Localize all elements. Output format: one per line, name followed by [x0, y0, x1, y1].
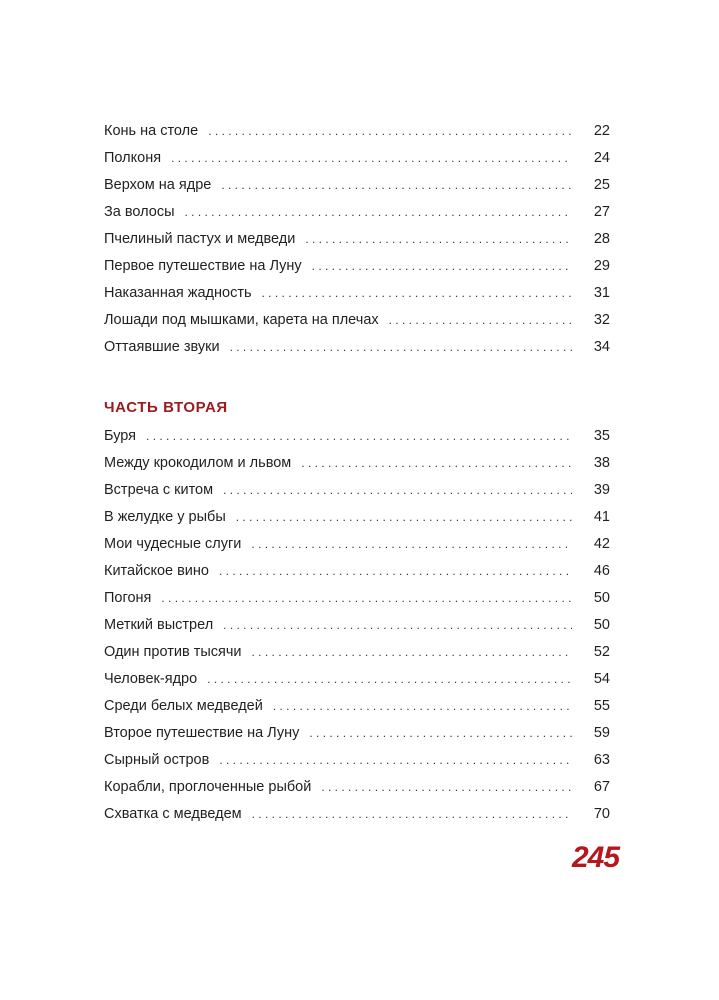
toc-entry [104, 280, 610, 307]
page-number: 245 [572, 841, 620, 874]
dot-leader [223, 477, 572, 504]
toc-part-one [104, 118, 610, 361]
dot-leader [208, 118, 572, 145]
toc-entry-page: 34 [593, 339, 610, 355]
toc-entry-title: Среди белых медведей [104, 698, 263, 714]
dot-leader [236, 504, 572, 531]
toc-entry-page: 29 [593, 258, 610, 274]
toc-entry [104, 747, 610, 774]
dot-leader [273, 693, 572, 720]
toc-entry-page: 67 [593, 779, 610, 795]
toc-entry [104, 666, 610, 693]
toc-entry-page: 63 [593, 752, 610, 768]
toc-entry-page: 50 [593, 590, 610, 606]
toc-entry-page: 27 [593, 204, 610, 220]
toc-entry [104, 423, 610, 450]
toc-entry-title: Один против тысячи [104, 644, 242, 660]
toc-entry [104, 531, 610, 558]
toc-entry-title: Пчелиный пастух и медведи [104, 231, 296, 247]
toc-entry-page: 25 [593, 177, 610, 193]
toc-entry-page: 50 [593, 617, 610, 633]
toc-entry-page: 42 [593, 536, 610, 552]
toc-entry-page: 22 [593, 123, 610, 139]
toc-part-two [104, 423, 610, 828]
toc-entry-title: Конь на столе [104, 123, 199, 139]
toc-entry [104, 477, 610, 504]
toc-entry-page: 41 [593, 509, 610, 525]
toc-entry [104, 693, 610, 720]
dot-leader [252, 801, 572, 828]
toc-entry-page: 39 [593, 482, 610, 498]
toc-entry-page: 24 [593, 150, 610, 166]
toc-entry-title: Буря [104, 428, 137, 444]
dot-leader [301, 450, 572, 477]
toc-entry [104, 720, 610, 747]
toc-entry-title: Китайское вино [104, 563, 209, 579]
toc-entry-title: Второе путешествие на Луну [104, 725, 300, 741]
dot-leader [146, 423, 572, 450]
toc-entry [104, 145, 610, 172]
toc-entry-title: За волосы [104, 204, 175, 220]
toc-entry-page: 54 [593, 671, 610, 687]
toc-entry [104, 199, 610, 226]
toc-entry [104, 334, 610, 361]
toc-entry [104, 504, 610, 531]
toc-entry [104, 612, 610, 639]
toc-entry-title: Погоня [104, 590, 152, 606]
toc-entry-title: Верхом на ядре [104, 177, 212, 193]
dot-leader [219, 558, 572, 585]
toc-entry [104, 450, 610, 477]
toc-entry-title: Первое путешествие на Луну [104, 258, 302, 274]
dot-leader [171, 145, 572, 172]
toc-entry [104, 585, 610, 612]
toc-entry-page: 38 [593, 455, 610, 471]
toc-entry-page: 52 [593, 644, 610, 660]
toc-entry [104, 639, 610, 666]
toc-entry-title: Мои чудесные слуги [104, 536, 242, 552]
toc-entry [104, 226, 610, 253]
toc-entry-page: 70 [593, 806, 610, 822]
dot-leader [262, 280, 572, 307]
section-heading-part-two: ЧАСТЬ ВТОРАЯ [104, 399, 228, 416]
toc-entry-page: 59 [593, 725, 610, 741]
dot-leader [185, 199, 573, 226]
toc-entry [104, 558, 610, 585]
toc-entry-title: Полконя [104, 150, 162, 166]
toc-entry-title: Корабли, проглоченные рыбой [104, 779, 312, 795]
toc-entry-page: 28 [593, 231, 610, 247]
toc-entry-title: Наказанная жадность [104, 285, 252, 301]
toc-entry-title: Оттаявшие звуки [104, 339, 220, 355]
toc-entry-title: В желудке у рыбы [104, 509, 226, 525]
dot-leader [252, 639, 572, 666]
toc-entry-title: Меткий выстрел [104, 617, 214, 633]
toc-entry-page: 46 [593, 563, 610, 579]
dot-leader [207, 666, 572, 693]
toc-entry-page: 32 [593, 312, 610, 328]
dot-leader [305, 226, 572, 253]
toc-entry-page: 35 [593, 428, 610, 444]
dot-leader [161, 585, 572, 612]
dot-leader [251, 531, 572, 558]
toc-entry [104, 774, 610, 801]
toc-entry [104, 801, 610, 828]
dot-leader [223, 612, 572, 639]
dot-leader [312, 253, 572, 280]
toc-entry [104, 253, 610, 280]
toc-entry-title: Схватка с медведем [104, 806, 242, 822]
toc-entry [104, 307, 610, 334]
toc-entry-title: Между крокодилом и львом [104, 455, 292, 471]
dot-leader [309, 720, 572, 747]
dot-leader [230, 334, 572, 361]
toc-entry-title: Человек-ядро [104, 671, 198, 687]
toc-entry-page: 55 [593, 698, 610, 714]
toc-entry-title: Лошади под мышками, карета на плечах [104, 312, 379, 328]
dot-leader [321, 774, 572, 801]
toc-entry-page: 31 [593, 285, 610, 301]
toc-entry-title: Сырный остров [104, 752, 210, 768]
toc-entry-title: Встреча с китом [104, 482, 214, 498]
dot-leader [389, 307, 572, 334]
toc-entry [104, 172, 610, 199]
dot-leader [219, 747, 572, 774]
toc-entry [104, 118, 610, 145]
dot-leader [221, 172, 572, 199]
